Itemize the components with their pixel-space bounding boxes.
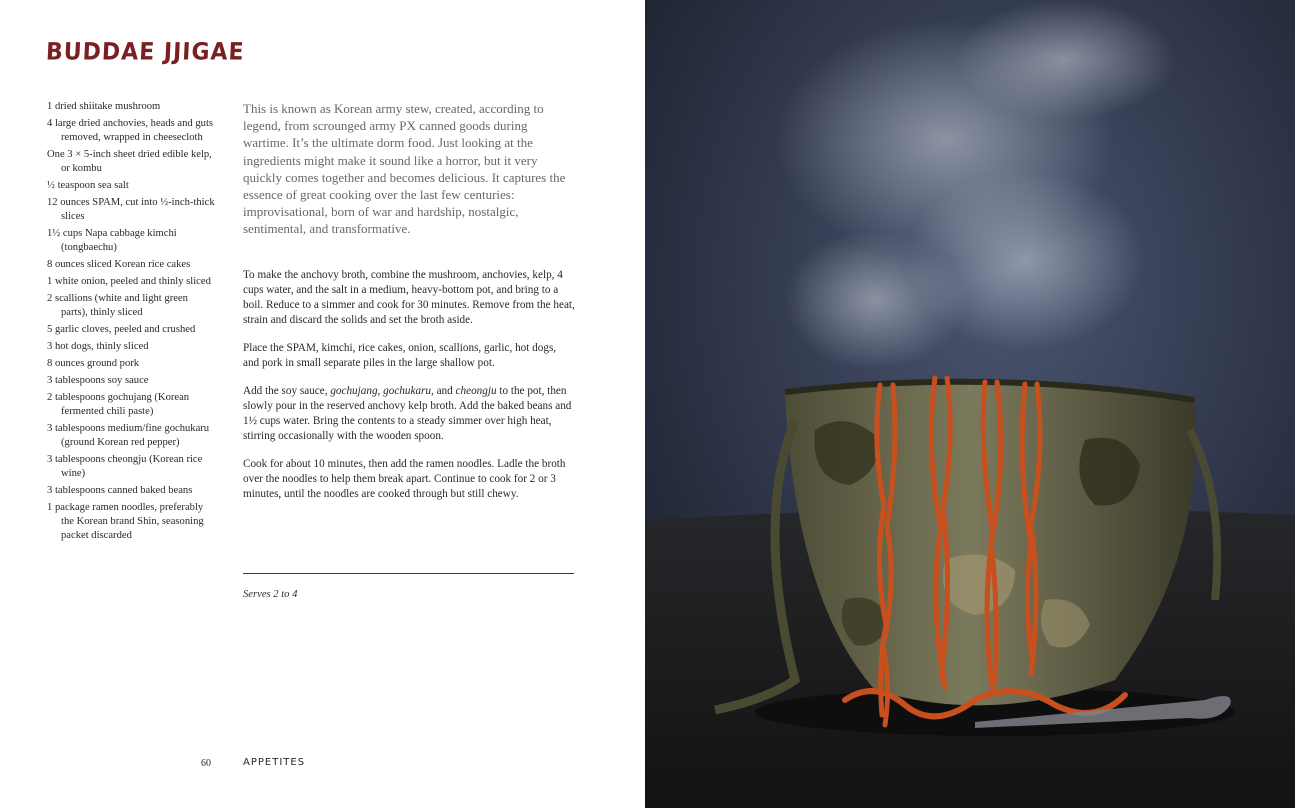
ingredient-item: 1 white onion, peeled and thinly sliced (47, 276, 211, 287)
method-step: Place the SPAM, kimchi, rice cakes, onion, scallions, garlic, hot dogs, and pork in small separate piles in the large shallow pot. (243, 342, 557, 369)
method-term: cheongju (455, 385, 497, 397)
method-step (243, 384, 575, 444)
method-text: to the pot, then slowly pour in the reserved anchovy kelp broth. Add the baked beans and 1½ cups water. Bring the contents to a steady simmer over high heat, stirring occasionally with the wooden spoon. (243, 385, 572, 442)
method-term: gochukaru (383, 385, 431, 397)
ingredient-item: 8 ounces sliced Korean rice cakes (47, 259, 191, 270)
ingredient-list (47, 100, 215, 546)
ingredient-item: 5 garlic cloves, peeled and crushed (47, 324, 196, 335)
ingredient-item: ½ teaspoon sea salt (47, 180, 129, 191)
ingredient-item: 8 ounces ground pork (47, 358, 140, 369)
method-section (243, 268, 575, 515)
photo-illustration (645, 0, 1295, 808)
method-text: , and (431, 385, 456, 397)
steam-plume (955, 0, 1175, 120)
page-number: 60 (201, 758, 211, 769)
method-text: Add the soy sauce, (243, 385, 331, 397)
ingredient-item: 3 hot dogs, thinly sliced (47, 341, 149, 352)
ingredient-item: 3 tablespoons canned baked beans (47, 485, 193, 496)
method-term: gochujang (330, 385, 378, 397)
intro-paragraph: This is known as Korean army stew, created, according to legend, from scrounged army PX canned goods during wartime. It’s the ultimate dorm food. Just looking at the ingredients might make it sound like a horror, but it very quickly comes together and becomes delicious. It captures the essence of great cooking over the last few centuries: improvisational, born of war and hardship, nostalgic, sentimental, and transformative. (243, 101, 566, 237)
ingredient-item: 12 ounces SPAM, cut into ½-inch-thick slices (47, 197, 215, 222)
divider-rule (243, 573, 574, 574)
steam-plume (785, 230, 965, 370)
method-step: Cook for about 10 minutes, then add the ramen noodles. Ladle the broth over the noodles to help them break apart. Continue to cook for 2 or 3 minutes, until the noodles are cooked through but still chewy. (243, 458, 566, 500)
ingredient-item: 1 package ramen noodles, preferably the Korean brand Shin, seasoning packet discarded (47, 502, 204, 541)
ingredient-item: 1 dried shiitake mushroom (47, 101, 161, 112)
ingredient-item: 1½ cups Napa cabbage kimchi (tongbaechu) (47, 228, 177, 253)
method-step: To make the anchovy broth, combine the mushroom, anchovies, kelp, 4 cups water, and the salt in a medium, heavy-bottom pot, and bring to a boil. Reduce to a simmer and cook for 30 minutes. Remove from the heat, strain and discard the solids and set the broth aside. (243, 269, 575, 326)
left-page (0, 0, 645, 808)
serves-note: Serves 2 to 4 (243, 589, 298, 600)
recipe-title: BUDDAE JJIGAE (45, 39, 246, 66)
method-text: , (377, 385, 384, 397)
ingredient-item: 3 tablespoons cheongju (Korean rice wine) (47, 454, 203, 479)
ingredient-item: 2 tablespoons gochujang (Korean fermented chili paste) (47, 392, 190, 417)
ingredient-item: 2 scallions (white and light green parts), thinly sliced (47, 293, 188, 318)
ingredient-item: 3 tablespoons soy sauce (47, 375, 149, 386)
stew-photo (645, 0, 1295, 808)
ingredient-item: 4 large dried anchovies, heads and guts removed, wrapped in cheesecloth (47, 118, 214, 143)
ingredient-item: 3 tablespoons medium/fine gochukaru (ground Korean red pepper) (47, 423, 210, 448)
running-head: APPETITES (243, 757, 306, 768)
ingredient-item: One 3 × 5-inch sheet dried edible kelp, or kombu (47, 149, 212, 174)
